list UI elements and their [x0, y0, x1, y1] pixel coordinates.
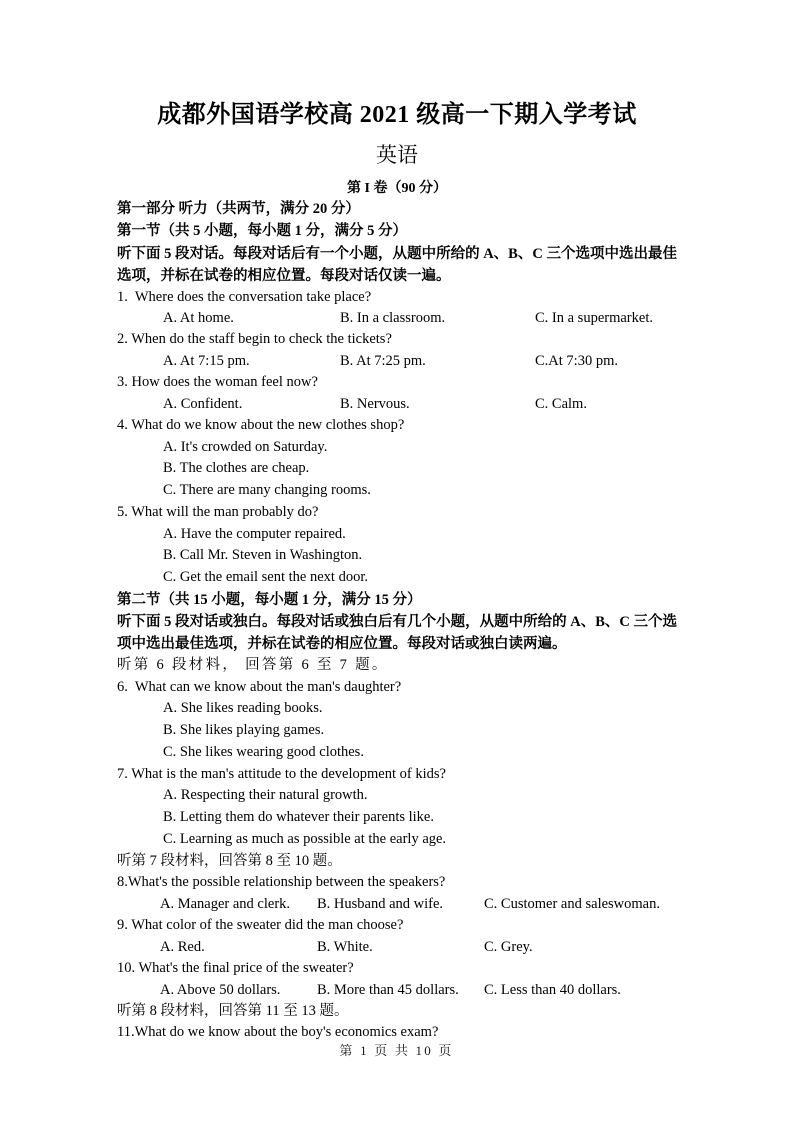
section-two-instructions: 听下面 5 段对话或独白。每段对话或独白后有几个小题，从题中所给的 A、B、C 三个选项中选出最佳选项，并标在试卷的相应位置。每段对话或独白读两遍。 [117, 613, 677, 652]
page-footer: 第 1 页 共 10 页 [339, 1043, 454, 1058]
question-stem: 5. What will the man probably do? [117, 503, 319, 520]
material-cue: 听第 7 段材料，回答第 8 至 10 题。 [117, 852, 342, 869]
question-stem: 3. How does the woman feel now? [117, 374, 318, 391]
option-a[interactable]: A. Confident. [163, 395, 243, 412]
option-b[interactable]: B. More than 45 dollars. [317, 981, 459, 998]
option-a[interactable]: A. Have the computer repaired. [163, 525, 346, 542]
question-options [117, 894, 677, 915]
option-b[interactable]: B. Nervous. [340, 395, 410, 412]
option-b[interactable]: B. Call Mr. Steven in Washington. [163, 547, 363, 564]
option-b[interactable]: B. In a classroom. [340, 310, 446, 327]
option-a[interactable]: A. It's crowded on Saturday. [163, 438, 328, 455]
option-b[interactable]: B. Letting them do whatever their parents like. [163, 809, 434, 826]
section-one-instructions: 听下面 5 段对话。每段对话后有一个小题，从题中所给的 A、B、C 三个选项中选出最佳选项，并标在试卷的相应位置。每段对话仅读一遍。 [117, 245, 677, 284]
question-options [117, 980, 677, 1001]
option-c[interactable]: C.At 7:30 pm. [535, 353, 618, 370]
option-b[interactable]: B. At 7:25 pm. [340, 353, 426, 370]
option-a[interactable]: A. Respecting their natural growth. [163, 787, 368, 804]
page-content [117, 0, 677, 1044]
question-options [117, 351, 677, 372]
option-c[interactable]: C. Customer and saleswoman. [484, 896, 660, 913]
option-a[interactable]: A. At 7:15 pm. [163, 353, 250, 370]
material-cue: 听第 8 段材料，回答第 11 至 13 题。 [117, 1002, 349, 1019]
question-stem: 11.What do we know about the boy's economics exam? [117, 1024, 439, 1041]
question-stem: 10. What's the final price of the sweater? [117, 959, 354, 976]
option-c[interactable]: C. There are many changing rooms. [163, 482, 371, 499]
question-stem: 7. What is the man's attitude to the development of kids? [117, 765, 446, 782]
option-c[interactable]: C. Learning as much as possible at the early age. [163, 830, 447, 847]
paper-label: 第 I 卷（90 分） [347, 181, 447, 197]
part-one-heading: 第一部分 听力（共两节，满分 20 分） [117, 201, 360, 218]
option-c[interactable]: C. Calm. [535, 395, 587, 412]
option-a[interactable]: A. She likes reading books. [163, 700, 323, 717]
option-a[interactable]: A. Manager and clerk. [160, 896, 291, 913]
material-cue: 听第 6 段材料， 回答第 6 至 7 题。 [117, 656, 389, 673]
page-title: 成都外国语学校高 2021 级高一下期入学考试 [157, 102, 637, 128]
option-a[interactable]: A. Above 50 dollars. [160, 981, 281, 998]
option-c[interactable]: C. Less than 40 dollars. [484, 981, 621, 998]
question-options [117, 394, 677, 415]
question-stem: 2. When do the staff begin to check the tickets? [117, 331, 392, 348]
option-b[interactable]: B. Husband and wife. [317, 896, 444, 913]
option-c[interactable]: C. Get the email sent the next door. [163, 569, 368, 586]
option-a[interactable]: A. At home. [163, 310, 234, 327]
question-stem: 6. What can we know about the man's daughter? [117, 678, 402, 695]
question-options [117, 937, 677, 958]
option-b[interactable]: B. White. [317, 938, 373, 955]
question-stem: 4. What do we know about the new clothes shop? [117, 416, 405, 433]
section-one-heading: 第一节（共 5 小题，每小题 1 分，满分 5 分） [117, 223, 407, 240]
option-b[interactable]: B. She likes playing games. [163, 722, 325, 739]
section-two-heading: 第二节（共 15 小题，每小题 1 分，满分 15 分） [117, 591, 422, 608]
option-c[interactable]: C. She likes wearing good clothes. [163, 743, 364, 760]
subject-title: 英语 [376, 143, 418, 167]
question-stem: 9. What color of the sweater did the man choose? [117, 917, 404, 934]
question-options [117, 308, 677, 329]
question-stem: 1. Where does the conversation take place? [117, 288, 372, 305]
question-stem: 8.What's the possible relationship between the speakers? [117, 874, 446, 891]
option-a[interactable]: A. Red. [160, 938, 205, 955]
option-c[interactable]: C. Grey. [484, 938, 533, 955]
option-c[interactable]: C. In a supermarket. [535, 310, 653, 327]
option-b[interactable]: B. The clothes are cheap. [163, 460, 310, 477]
